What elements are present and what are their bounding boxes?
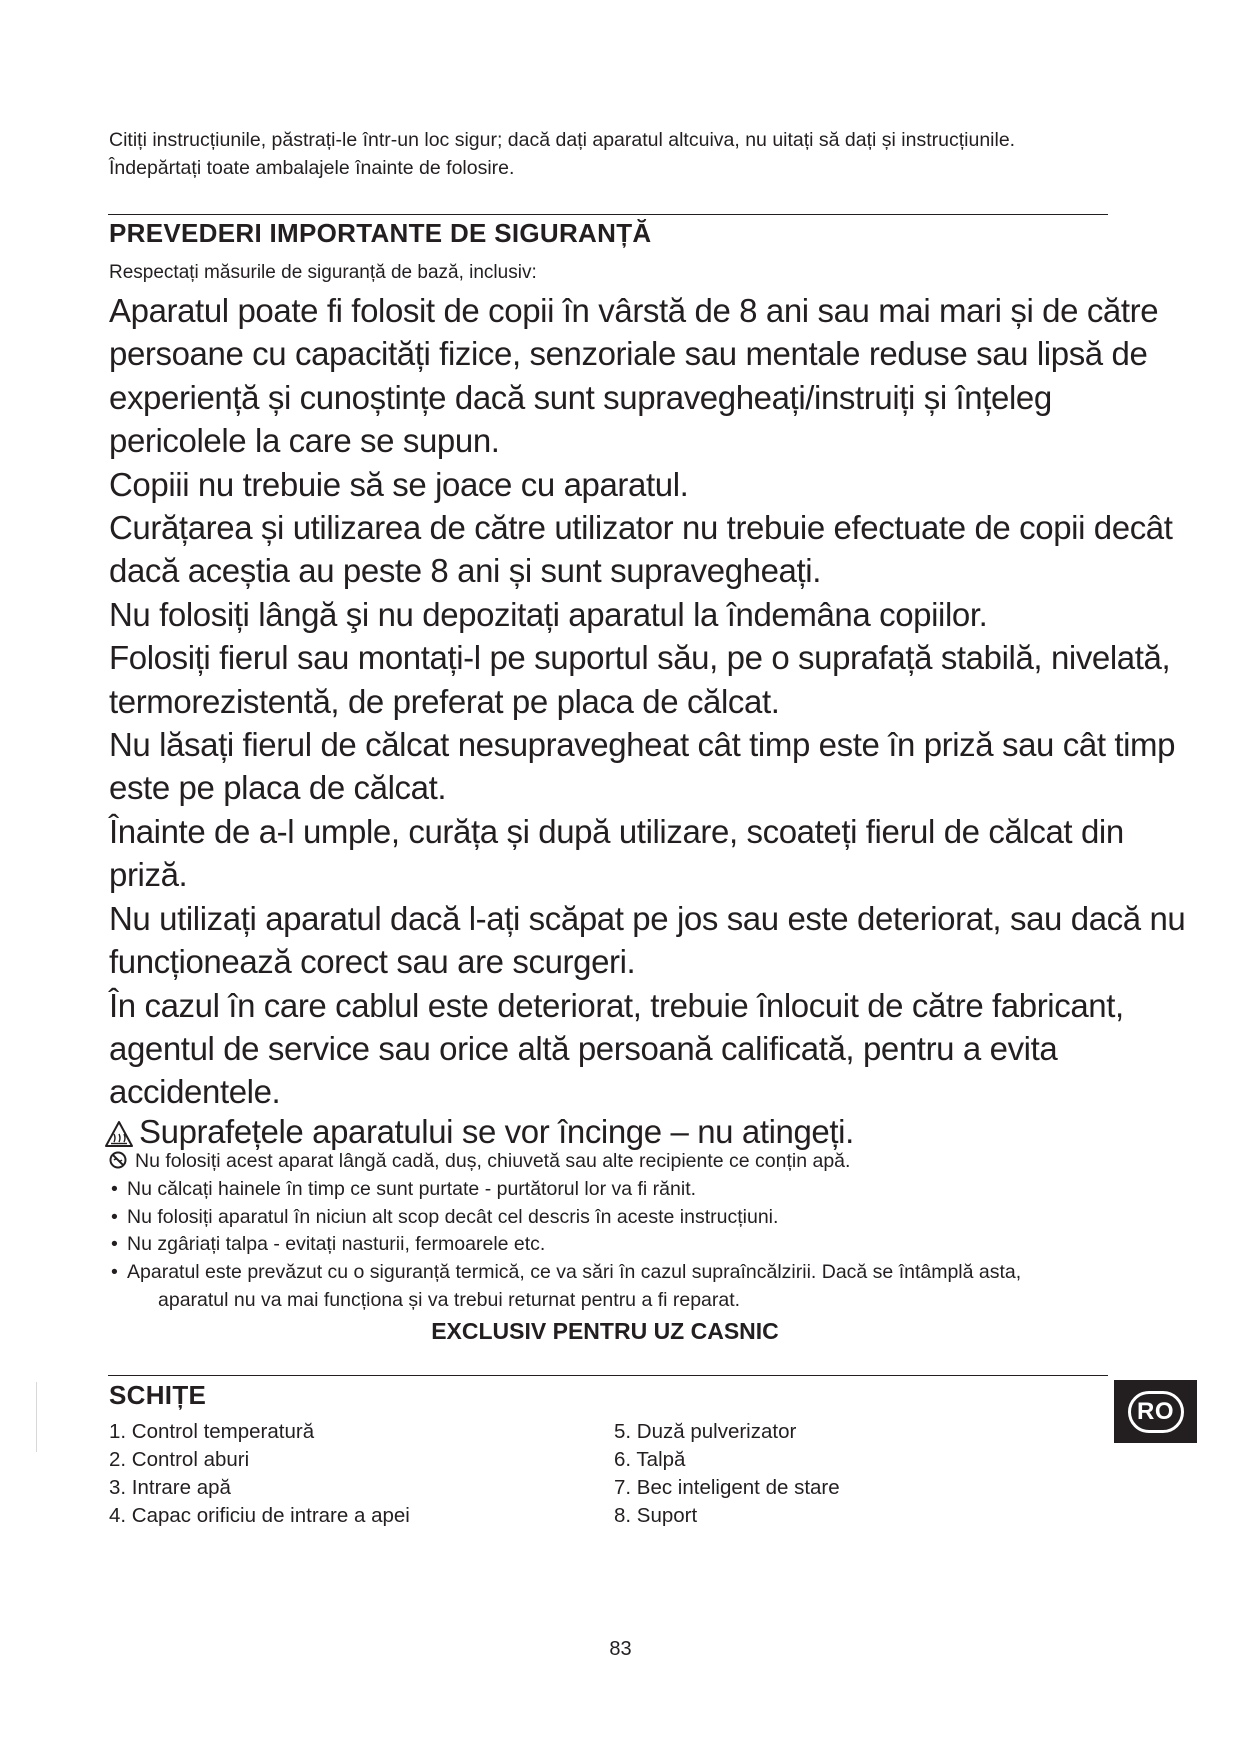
safety-line: agentul de service sau orice altă persoană calificată, pentru a evita: [109, 1029, 1058, 1067]
list-item: • Nu călcați hainele în timp ce sunt purtate - purtătorul lor va fi rănit.: [109, 1176, 1139, 1204]
bullet: •: [111, 1261, 118, 1284]
list-item: 4. Capac orificiu de intrare a apei: [109, 1504, 410, 1527]
safety-line: Nu lăsați fierul de călcat nesupravegheat cât timp este în priză sau cât timp: [109, 726, 1176, 764]
no-water-text: Nu folosiți acest aparat lângă cadă, duș, chiuvetă sau alte recipiente ce conțin apă.: [135, 1150, 851, 1172]
no-water-icon: [109, 1150, 127, 1168]
list-item: 3. Intrare apă: [109, 1476, 231, 1499]
list-item: 1. Control temperatură: [109, 1420, 315, 1443]
list-item: 8. Suport: [614, 1504, 698, 1527]
divider: [108, 1375, 1108, 1376]
safety-line: persoane cu capacități fizice, senzoriale sau mentale reduse sau lipsă de: [109, 335, 1148, 373]
no-water-item: [109, 1148, 1139, 1176]
safety-line: Nu folosiți lângă şi nu depozitați aparatul la îndemâna copiilor.: [109, 595, 988, 633]
list-item: • Nu folosiți aparatul în niciun alt scop decât cel descris în aceste instrucțiuni.: [109, 1204, 1139, 1232]
list-item: • Nu zgâriați talpa - evitați nasturii, fermoarele etc.: [109, 1231, 1139, 1259]
page-edge-mark: [36, 1382, 37, 1452]
list-item: 5. Duză pulverizator: [614, 1420, 797, 1443]
list-item: • Aparatul este prevăzut cu o siguranță termică, ce va sări în cazul supraîncălzirii. Dacă se întâmplă asta,: [109, 1259, 1139, 1287]
intro-line: Citiți instrucțiunile, păstrați-le într-un loc sigur; dacă dați aparatul altcuiva, nu uitați să dați și instrucțiunile.: [109, 129, 1016, 151]
language-badge-label: RO: [1128, 1391, 1184, 1433]
safety-line: Înainte de a-l umple, curăța și după utilizare, scoateți fierul de călcat din: [109, 812, 1124, 850]
safety-body: [109, 289, 1186, 1114]
safety-line: funcționează corect sau are scurgeri.: [109, 943, 636, 981]
safety-line: experiență și cunoștințe dacă sunt supravegheați/instruiți și înțeleg: [109, 378, 1052, 416]
parts-list-left: [109, 1418, 410, 1530]
page-number: 83: [609, 1638, 632, 1660]
safety-line: priză.: [109, 856, 188, 894]
safety-small-list: [109, 1148, 1139, 1315]
bullet: •: [111, 1205, 118, 1228]
list-item: 2. Control aburi: [109, 1448, 250, 1471]
parts-list-right: [614, 1418, 840, 1530]
bullet: •: [111, 1177, 118, 1200]
language-badge: [1114, 1380, 1197, 1443]
hot-surface-warning: [104, 1113, 854, 1151]
bullet: •: [111, 1233, 118, 1256]
household-use-notice: EXCLUSIV PENTRU UZ CASNIC: [431, 1318, 779, 1344]
safety-line: dacă aceștia au peste 8 ani și sunt supravegheați.: [109, 552, 821, 590]
safety-line: Copiii nu trebuie să se joace cu aparatul.: [109, 465, 689, 503]
safety-line: este pe placa de călcat.: [109, 769, 447, 807]
safety-line: pericolele la care se supun.: [109, 422, 500, 460]
safety-title: PREVEDERI IMPORTANTE DE SIGURANȚĂ: [109, 218, 652, 248]
intro-text: [109, 126, 1129, 182]
divider: [108, 214, 1108, 215]
sketches-title: SCHIȚE: [109, 1380, 207, 1410]
warning-triangle-icon: [104, 1118, 134, 1146]
safety-line: Nu utilizați aparatul dacă l-ați scăpat pe jos sau este deteriorat, sau dacă nu: [109, 899, 1186, 937]
hot-warning-text: Suprafețele aparatului se vor încinge – nu atingeți.: [139, 1113, 854, 1150]
list-item: 7. Bec inteligent de stare: [614, 1476, 840, 1499]
safety-line: termorezistentă, de preferat pe placa de călcat.: [109, 682, 780, 720]
list-item-continuation: aparatul nu va mai funcționa și va trebui returnat pentru a fi reparat.: [158, 1288, 741, 1311]
safety-line: În cazul în care cablul este deteriorat, trebuie înlocuit de către fabricant,: [109, 986, 1124, 1024]
safety-line: Aparatul poate fi folosit de copii în vârstă de 8 ani sau mai mari și de către: [109, 292, 1159, 329]
intro-line: Îndepărtați toate ambalajele înainte de folosire.: [109, 157, 515, 179]
safety-line: accidentele.: [109, 1073, 281, 1111]
safety-line: Folosiți fierul sau montați-l pe suportul său, pe o suprafață stabilă, nivelată,: [109, 639, 1171, 677]
safety-subtitle: Respectați măsurile de siguranță de bază, inclusiv:: [109, 262, 537, 283]
list-item: 6. Talpă: [614, 1448, 686, 1471]
safety-line: Curățarea și utilizarea de către utilizator nu trebuie efectuate de copii decât: [109, 509, 1173, 547]
